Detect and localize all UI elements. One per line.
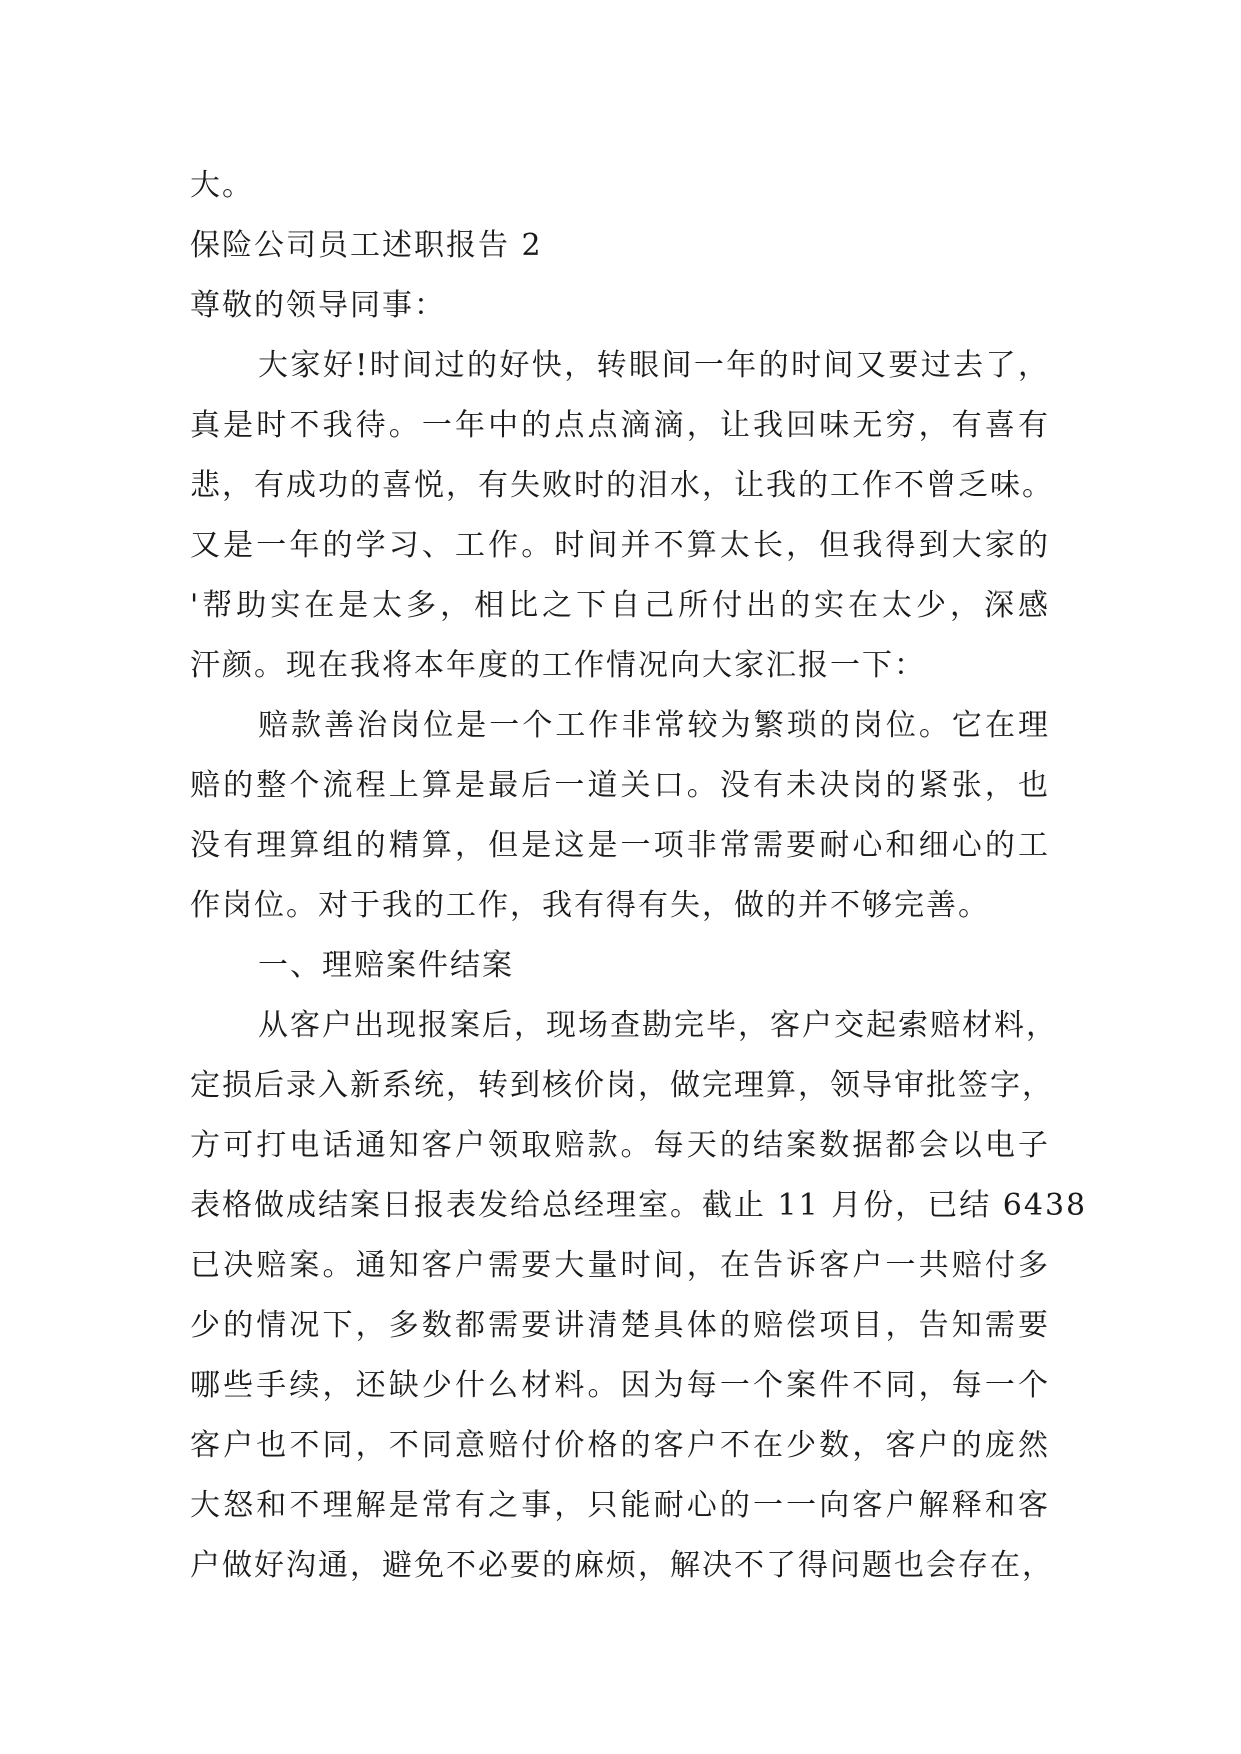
text-line: 大怒和不理解是常有之事，只能耐心的一一向客户解释和客 [190, 1488, 1050, 1523]
text-line: '帮助实在是太多，相比之下自己所付出的实在太少，深感 [190, 588, 1050, 623]
text-line: 定损后录入新系统，转到核价岗，做完理算，领导审批签字， [190, 1068, 1054, 1103]
text-line: 已决赔案。通知客户需要大量时间，在告诉客户一共赔付多 [190, 1248, 1050, 1283]
text-line: 真是时不我待。一年中的点点滴滴，让我回味无穷，有喜有 [190, 408, 1050, 443]
text-line: 又是一年的学习、工作。时间并不算太长，但我得到大家的 [190, 528, 1050, 563]
document-body [190, 156, 1088, 1596]
text-line: 从客户出现报案后，现场查勘完毕，客户交起索赔材料， [258, 1008, 1058, 1043]
text-line: 尊敬的领导同事： [190, 288, 446, 323]
text-line: 户做好沟通，避免不必要的麻烦，解决不了得问题也会存在， [190, 1548, 1054, 1583]
text-line: 赔款善治岗位是一个工作非常较为繁琐的岗位。它在理 [258, 708, 1050, 743]
text-line: 少的情况下，多数都需要讲清楚具体的赔偿项目，告知需要 [190, 1308, 1050, 1343]
text-line: 哪些手续，还缺少什么材料。因为每一个案件不同，每一个 [190, 1368, 1050, 1403]
text-line: 悲，有成功的喜悦，有失败时的泪水，让我的工作不曾乏味。 [190, 468, 1054, 503]
text-line: 汗颜。现在我将本年度的工作情况向大家汇报一下： [190, 648, 926, 683]
text-line: 大。 [190, 168, 254, 203]
text-line: 大家好!时间过的好快，转眼间一年的时间又要过去了， [258, 348, 1050, 383]
text-line: 没有理算组的精算，但是这是一项非常需要耐心和细心的工 [190, 828, 1050, 863]
text-line: 赔的整个流程上算是最后一道关口。没有未决岗的紧张，也 [190, 768, 1050, 803]
text-line: 表格做成结案日报表发给总经理室。截止 11 月份，已结 6438 [190, 1188, 1088, 1223]
text-line: 保险公司员工述职报告 2 [190, 228, 543, 263]
text-line: 一、理赔案件结案 [258, 948, 514, 983]
text-line: 方可打电话通知客户领取赔款。每天的结案数据都会以电子 [190, 1128, 1050, 1163]
text-line: 作岗位。对于我的工作，我有得有失，做的并不够完善。 [190, 888, 990, 923]
text-line: 客户也不同，不同意赔付价格的客户不在少数，客户的庞然 [190, 1428, 1050, 1463]
